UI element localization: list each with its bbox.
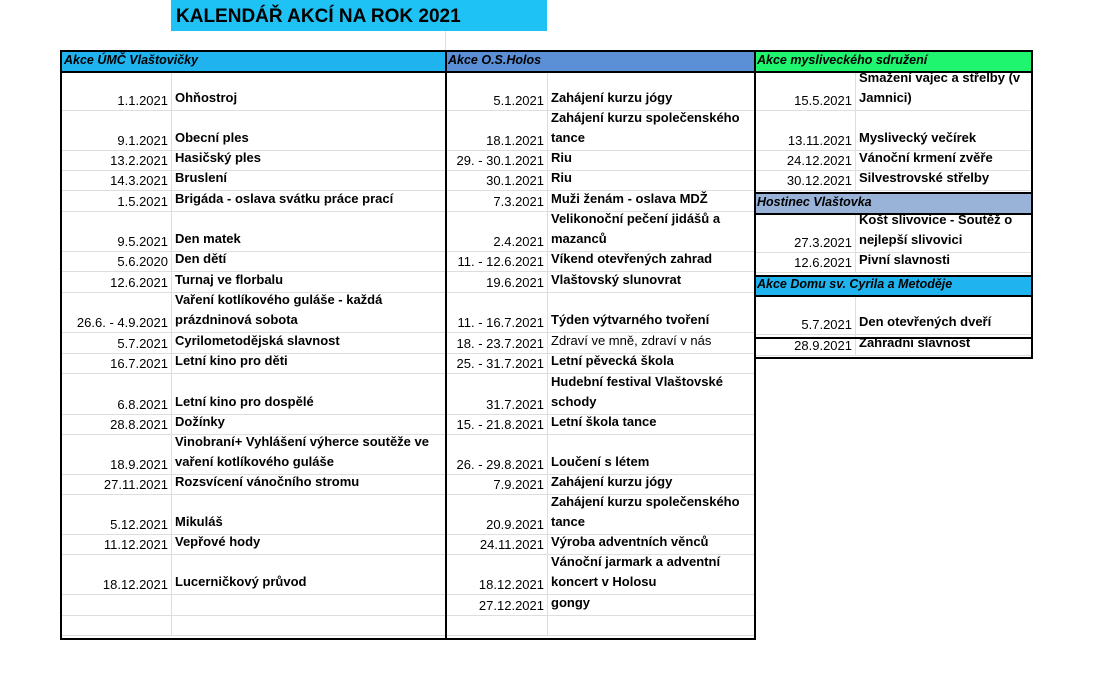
event-name: Riu	[548, 151, 755, 171]
event-date: 18.12.2021	[61, 555, 172, 595]
event-name: Mikuláš	[172, 495, 445, 535]
section-divider	[754, 275, 1033, 277]
empty-cell	[61, 595, 172, 616]
event-name: Vlaštovský slunovrat	[548, 272, 755, 293]
event-name: Dožínky	[172, 415, 445, 435]
event-name: Zahájení kurzu jógy	[548, 475, 755, 495]
event-date: 24.11.2021	[445, 535, 548, 555]
event-name: Hudební festival Vlaštovské schody	[548, 374, 755, 415]
event-date: 28.9.2021	[754, 335, 856, 356]
event-date: 1.5.2021	[61, 191, 172, 212]
event-date: 28.8.2021	[61, 415, 172, 435]
event-date: 7.3.2021	[445, 191, 548, 212]
section-divider	[60, 71, 756, 73]
event-name: Letní škola tance	[548, 415, 755, 435]
empty-cell	[61, 616, 172, 636]
event-date: 18.12.2021	[445, 555, 548, 595]
event-date: 9.1.2021	[61, 111, 172, 151]
event-date: 19.6.2021	[445, 272, 548, 293]
event-name: Smažení vajec a střelby (v Jamnici)	[856, 71, 1033, 111]
event-date: 12.6.2021	[61, 272, 172, 293]
event-name: Vánoční krmení zvěře	[856, 151, 1033, 171]
event-name: Turnaj ve florbalu	[172, 272, 445, 293]
empty-cell	[548, 616, 755, 636]
event-date: 30.1.2021	[445, 171, 548, 191]
section-divider	[754, 337, 1033, 339]
event-name: Ohňostroj	[172, 71, 445, 111]
event-date: 5.12.2021	[61, 495, 172, 535]
event-name: Den matek	[172, 212, 445, 252]
event-name: Letní pěvecká škola	[548, 354, 755, 374]
event-date: 1.1.2021	[61, 71, 172, 111]
event-name: Pivní slavnosti	[856, 253, 1033, 273]
empty-cell	[172, 595, 445, 616]
event-date: 7.9.2021	[445, 475, 548, 495]
event-name: Vánoční jarmark a adventní koncert v Holosu	[548, 555, 755, 595]
event-date: 13.2.2021	[61, 151, 172, 171]
event-date: 13.11.2021	[754, 111, 856, 151]
page-title: KALENDÁŘ AKCÍ NA ROK 2021	[171, 0, 547, 31]
section-header-umc: Akce ÚMČ Vlaštovičky	[61, 51, 445, 71]
event-name: Letní kino pro děti	[172, 354, 445, 374]
event-name: Muži ženám - oslava MDŽ	[548, 191, 755, 212]
section-divider	[754, 295, 1033, 297]
event-date: 11. - 12.6.2021	[445, 252, 548, 272]
empty-cell	[172, 616, 445, 636]
event-date: 5.7.2021	[754, 295, 856, 335]
event-name: Bruslení	[172, 171, 445, 191]
event-date: 5.1.2021	[445, 71, 548, 111]
event-name: Letní kino pro dospělé	[172, 374, 445, 415]
event-date: 16.7.2021	[61, 354, 172, 374]
event-date: 18.9.2021	[61, 435, 172, 475]
event-name: Vaření kotlíkového guláše - každá prázdninová sobota	[172, 293, 445, 333]
event-date: 11. - 16.7.2021	[445, 293, 548, 333]
event-date: 5.7.2021	[61, 333, 172, 354]
event-date: 11.12.2021	[61, 535, 172, 555]
event-date: 18.1.2021	[445, 111, 548, 151]
event-date: 12.6.2021	[754, 253, 856, 273]
event-name: Zahájení kurzu společenského tance	[548, 495, 755, 535]
event-date: 15. - 21.8.2021	[445, 415, 548, 435]
section-header-mysl: Akce mysliveckého sdružení	[754, 51, 1033, 71]
event-name: Víkend otevřených zahrad	[548, 252, 755, 272]
event-name: Den otevřených dveří	[856, 295, 1033, 335]
event-name: Obecní ples	[172, 111, 445, 151]
gridline	[445, 31, 446, 51]
event-name: Týden výtvarného tvoření	[548, 293, 755, 333]
event-date: 14.3.2021	[61, 171, 172, 191]
event-date: 15.5.2021	[754, 71, 856, 111]
event-date: 5.6.2020	[61, 252, 172, 272]
event-name: Vinobraní+ Vyhlášení výherce soutěže ve vaření kotlíkového guláše	[172, 435, 445, 475]
section-divider	[754, 71, 1033, 73]
event-date: 18. - 23.7.2021	[445, 333, 548, 354]
event-name: Rozsvícení vánočního stromu	[172, 475, 445, 495]
event-name: Košt slivovice - Soutěž o nejlepší slivovici	[856, 213, 1033, 253]
event-name: Cyrilometodějská slavnost	[172, 333, 445, 354]
event-date: 29. - 30.1.2021	[445, 151, 548, 171]
event-name: Den dětí	[172, 252, 445, 272]
event-name: Loučení s létem	[548, 435, 755, 475]
event-date: 20.9.2021	[445, 495, 548, 535]
event-name: Riu	[548, 171, 755, 191]
event-name: Silvestrovské střelby	[856, 171, 1033, 191]
section-header-hostinec: Hostinec Vlaštovka	[754, 193, 1033, 213]
event-date: 27.12.2021	[445, 595, 548, 616]
empty-cell	[445, 616, 548, 636]
event-name: Zahradní slavnost	[856, 335, 1033, 356]
section-header-domu: Akce Domu sv. Cyrila a Metoděje	[754, 275, 1033, 295]
event-name: Velikonoční pečení jidášů a mazanců	[548, 212, 755, 252]
event-name: gongy	[548, 595, 755, 616]
event-date: 24.12.2021	[754, 151, 856, 171]
event-name: Zdraví ve mně, zdraví v nás	[548, 333, 755, 354]
event-name: Hasičský ples	[172, 151, 445, 171]
event-date: 9.5.2021	[61, 212, 172, 252]
event-date: 31.7.2021	[445, 374, 548, 415]
event-date: 6.8.2021	[61, 374, 172, 415]
event-date: 30.12.2021	[754, 171, 856, 191]
event-date: 25. - 31.7.2021	[445, 354, 548, 374]
section-divider	[754, 213, 1033, 215]
section-header-holos: Akce O.S.Holos	[445, 51, 755, 71]
event-date: 2.4.2021	[445, 212, 548, 252]
event-name: Brigáda - oslava svátku práce prací	[172, 191, 445, 212]
event-name: Výroba adventních věnců	[548, 535, 755, 555]
event-name: Zahájení kurzu jógy	[548, 71, 755, 111]
event-name: Zahájení kurzu společenského tance	[548, 111, 755, 151]
section-divider	[754, 192, 1033, 194]
event-name: Lucerničkový průvod	[172, 555, 445, 595]
event-name: Myslivecký večírek	[856, 111, 1033, 151]
event-date: 27.11.2021	[61, 475, 172, 495]
event-name: Vepřové hody	[172, 535, 445, 555]
event-date: 27.3.2021	[754, 213, 856, 253]
event-date: 26.6. - 4.9.2021	[61, 293, 172, 333]
event-date: 26. - 29.8.2021	[445, 435, 548, 475]
